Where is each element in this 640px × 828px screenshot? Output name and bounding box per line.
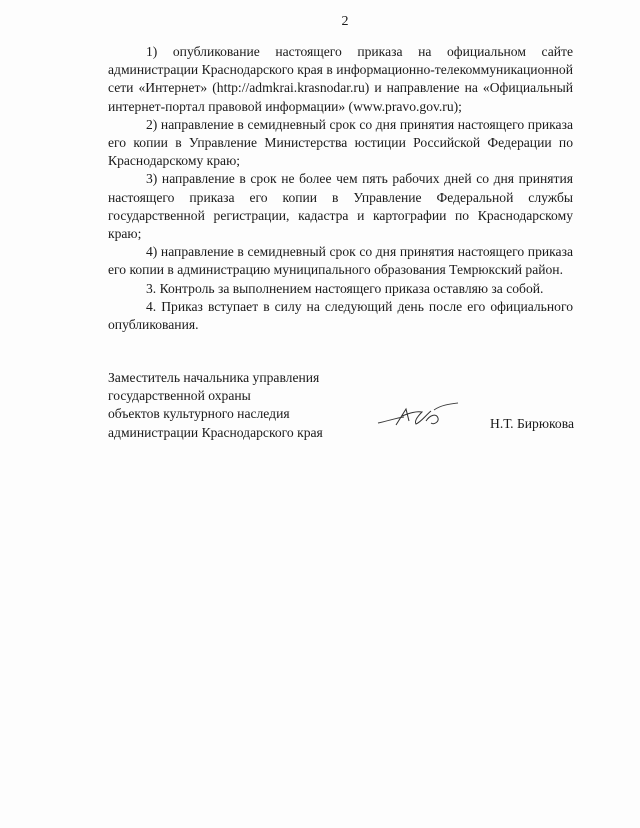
page-number: 2 bbox=[341, 14, 349, 29]
paragraph-control: 3. Контроль за выполнением настоящего приказа оставляю за собой. bbox=[146, 280, 544, 296]
document-body bbox=[108, 43, 573, 334]
paragraph-ministry-justice: 2) направление в семидневный срок со дня принятия настоящего приказа его копии в Управление Министерства юстиции Российской Федерации по Краснодарскому краю; bbox=[108, 116, 573, 169]
paragraph-municipality: 4) направление в семидневный срок со дня принятия настоящего приказа его копии в администрацию муниципального образования Темрюкский район. bbox=[108, 244, 573, 278]
signatory-title-line: администрации Краснодарского края bbox=[108, 424, 323, 440]
signatory-title-line: Заместитель начальника управления bbox=[108, 370, 320, 385]
paragraph-publication: 1) опубликование настоящего приказа на официальном сайте администрации Краснодарского края в информационно-телекоммуникационной сети «Интернет» (http://admkrai.krasnodar.ru) и направление на «Официальный интернет-портал правовой информации» (www.pravo.gov.ru); bbox=[108, 44, 573, 114]
signature-block bbox=[108, 369, 578, 449]
signatory-name: Н.Т. Бирюкова bbox=[490, 416, 574, 431]
paragraph-federal-service: 3) направление в срок не более чем пять рабочих дней со дня принятия настоящего приказа его копии в Управление Федеральной службы государственной регистрации, кадастра и картографии по Краснодарскому краю; bbox=[108, 171, 573, 242]
paragraph-effective-date: 4. Приказ вступает в силу на следующий день после его официального опубликования. bbox=[108, 298, 573, 333]
signatory-title-line: государственной охраны bbox=[108, 388, 251, 404]
signatory-title-line: объектов культурного наследия bbox=[108, 406, 290, 422]
handwritten-signature bbox=[376, 401, 461, 431]
